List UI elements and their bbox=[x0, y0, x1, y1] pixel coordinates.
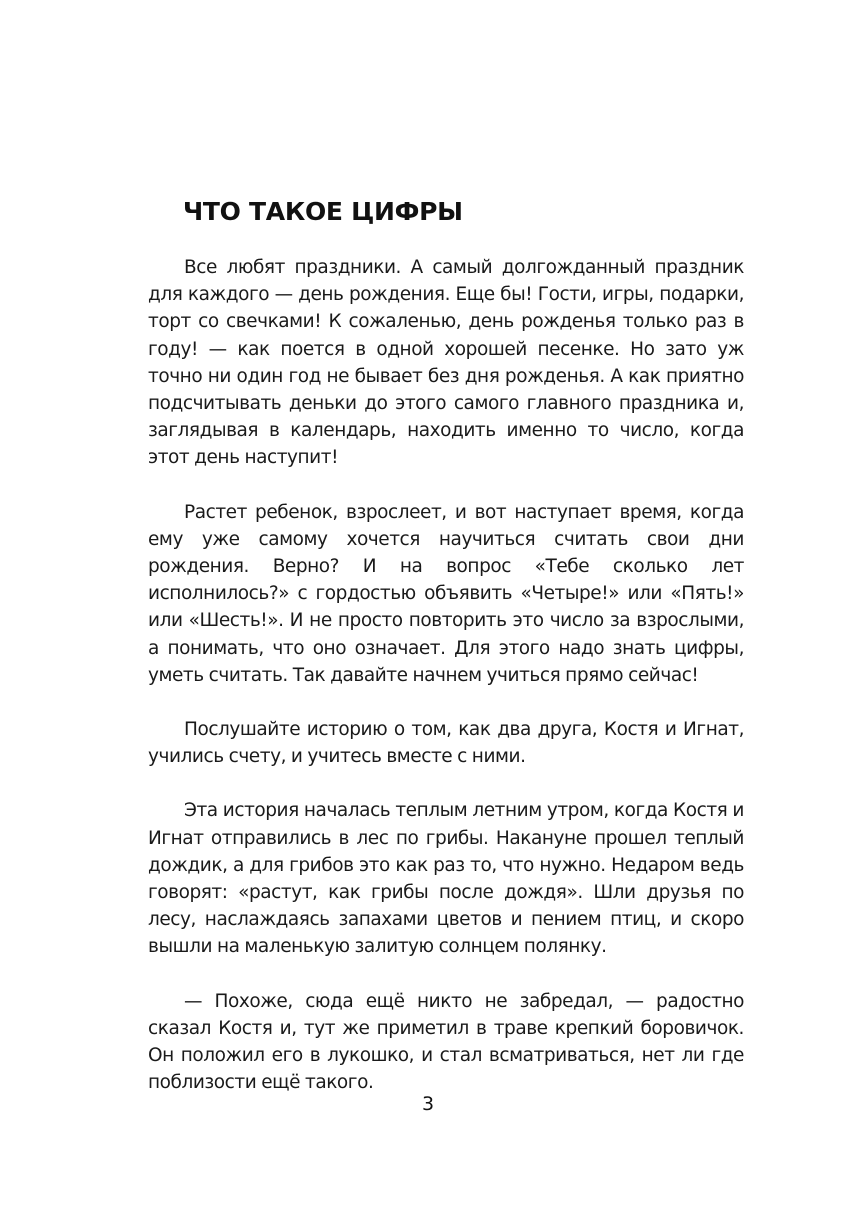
paragraph-3: Послушайте историю о том, как два друга, Костя и Игнат, учились счету, и учитесь вместе с ними. bbox=[148, 719, 744, 768]
paragraph-1: Все любят праздники. А самый долгожданный праздник для каждого — день рождения. Еще бы! Гости, игры, подарки, торт со свечками! К сожаленью, день рожденья только раз в году! — как поется в одной хорошей песенке. Но зато уж точно ни один год не бывает без дня рожденья. А как приятно подсчитывать деньки до этого самого главного праздника и, заглядывая в календарь, находить именно то число, когда этот день наступит! bbox=[148, 257, 744, 469]
paragraph-2: Растет ребенок, взрослеет, и вот наступает время, когда ему уже самому хочется научиться считать свои дни рождения. Верно? И на вопрос «Тебе сколько лет исполнилось?» с гордостью объявить «Четыре!» или «Пять!» или «Шесть!». И не просто повторить это число за взрослыми, а понимать, что оно означает. Для этого надо знать цифры, уметь считать. Так давайте начнем учиться прямо сейчас! bbox=[148, 501, 744, 686]
page-number: 3 bbox=[421, 1093, 435, 1115]
paragraph-4: Эта история началась теплым летним утром, когда Костя и Игнат отправились в лес по грибы. Накануне прошел теплый дождик, а для грибов это как раз то, что нужно. Недаром ведь говорят: «растут, как грибы после дождя». Шли друзья по лесу, наслаждаясь запахами цветов и пением птиц, и скоро вышли на маленькую залитую солнцем полянку. bbox=[148, 800, 744, 958]
page-content bbox=[148, 192, 744, 1096]
paragraph-5: — Похоже, сюда ещё никто не забредал, — радостно сказал Костя и, тут же приметил в траве крепкий боровичок. Он положил его в лукошко, и стал всматриваться, нет ли где поблизости ещё такого. bbox=[148, 990, 744, 1094]
chapter-heading: ЧТО ТАКОЕ ЦИФРЫ bbox=[183, 197, 463, 226]
body-text bbox=[148, 254, 744, 1096]
